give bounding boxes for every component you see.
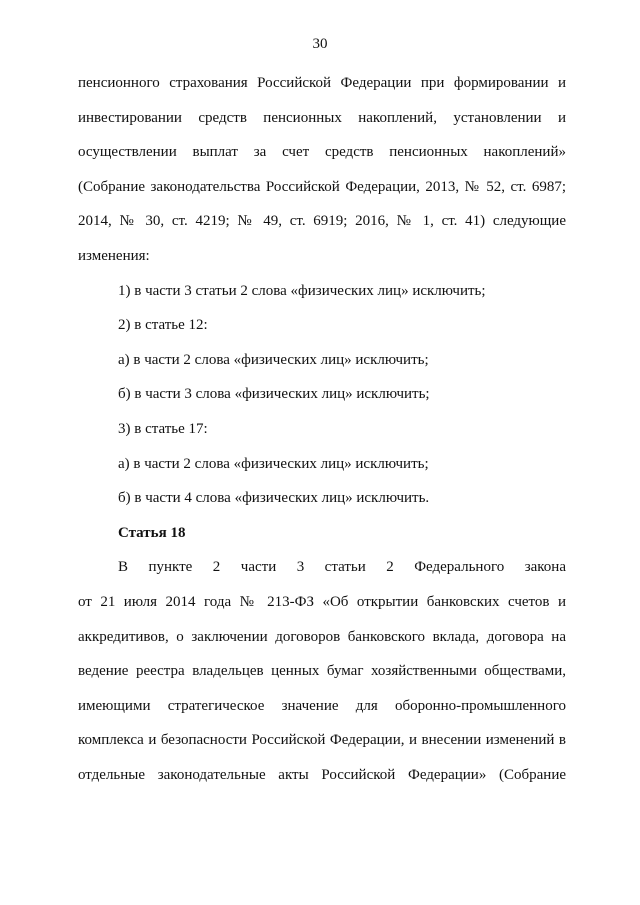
text-line: 1) в части 3 статьи 2 слова «физических лиц» исключить; [118, 282, 486, 299]
text-line: (Собрание законодательства Российской Федерации, 2013, № 52, ст. 6987; [78, 178, 566, 195]
text-line: от 21 июля 2014 года № 213-ФЗ «Об открытии банковских счетов и [78, 593, 566, 610]
text-line: изменения: [78, 247, 150, 264]
text-line: имеющими стратегическое значение для оборонно-промышленного [78, 697, 566, 714]
text-line: а) в части 2 слова «физических лиц» исключить; [118, 455, 429, 472]
text-line: 2014, № 30, ст. 4219; № 49, ст. 6919; 2016, № 1, ст. 41) следующие [78, 213, 566, 230]
text-line: б) в части 4 слова «физических лиц» исключить. [118, 490, 430, 507]
text-line: инвестировании средств пенсионных накоплений, установлении и [78, 109, 566, 126]
text-line: отдельные законодательные акты Российской Федерации» (Собрание [78, 766, 566, 783]
text-line: пенсионного страхования Российской Федерации при формировании и [78, 75, 566, 91]
text-line: осуществлении выплат за счет средств пенсионных накоплений» [78, 144, 566, 161]
document-body [78, 72, 566, 798]
text-line: 3) в статье 17: [118, 420, 208, 437]
text-line: 2) в статье 12: [118, 317, 208, 334]
text-line: аккредитивов, о заключении договоров банковского вклада, договора на [78, 628, 566, 645]
page-number: 30 [312, 36, 328, 52]
text-line: ведение реестра владельцев ценных бумаг хозяйственными обществами, [78, 663, 566, 680]
text-line: а) в части 2 слова «физических лиц» исключить; [118, 351, 429, 368]
text-line: В пункте 2 части 3 статьи 2 Федерального закона [118, 559, 566, 576]
article-heading: Статья 18 [118, 524, 186, 541]
text-line: б) в части 3 слова «физических лиц» исключить; [118, 386, 430, 403]
text-line: комплекса и безопасности Российской Федерации, и внесении изменений в [78, 732, 566, 749]
